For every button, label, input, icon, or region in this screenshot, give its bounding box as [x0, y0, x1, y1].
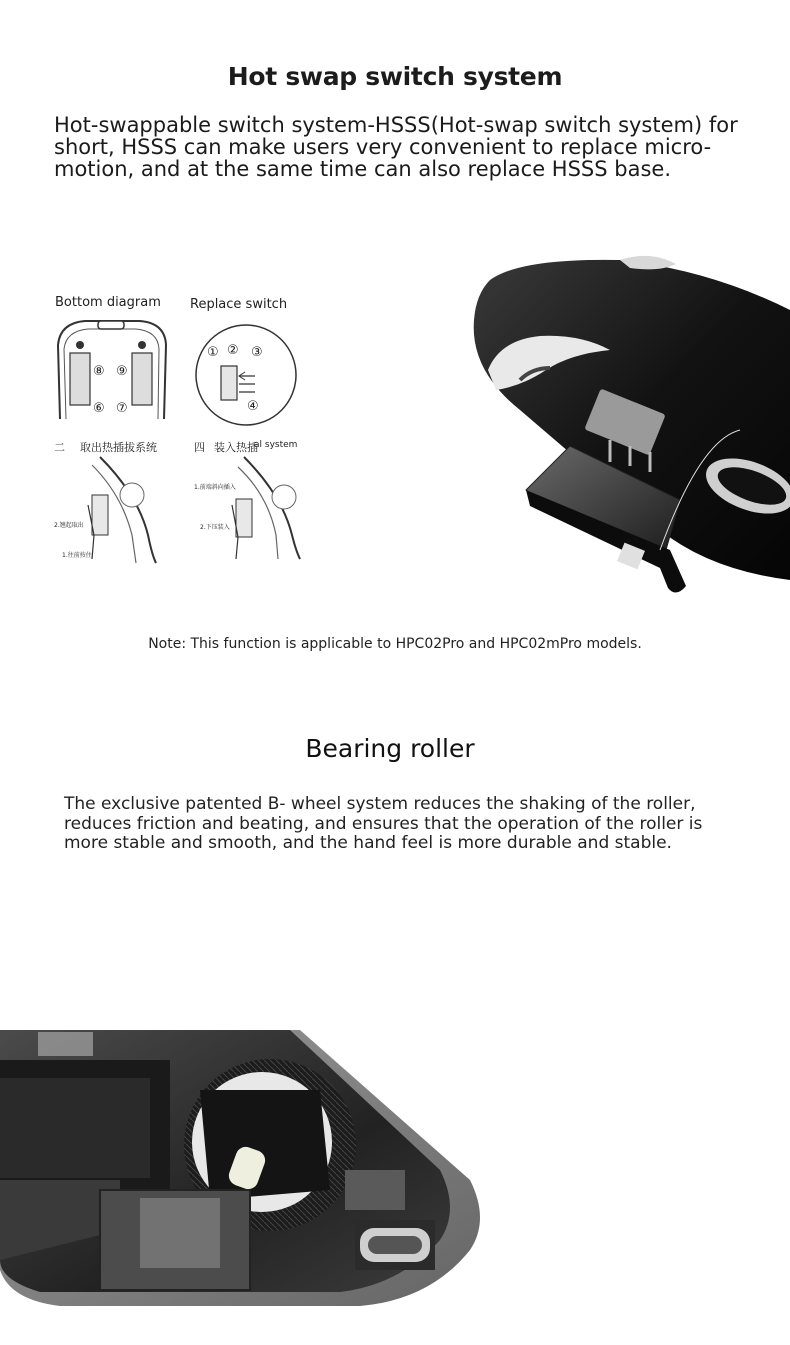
- circle-number-6: ⑥: [93, 401, 105, 416]
- section-title-bearing-roller: Bearing roller: [305, 734, 475, 763]
- step2-number: 二: [54, 441, 65, 454]
- step4-note-2: 2.下压装入: [200, 524, 230, 531]
- install-system-illustration: [192, 455, 310, 565]
- bottom-diagram-label: Bottom diagram: [55, 295, 161, 310]
- step2-note-1: 2.翘起取出: [54, 522, 84, 529]
- replace-switch-illustration: [193, 322, 299, 428]
- step2-label: 取出热插拔系统: [80, 441, 157, 454]
- replace-switch-label: Replace switch: [190, 297, 288, 312]
- remove-system-illustration: [52, 455, 164, 565]
- compatibility-note: Note: This function is applicable to HPC02Pro and HPC02mPro models.: [148, 636, 642, 652]
- replace-number-2: ②: [227, 343, 239, 358]
- replace-number-1: ①: [207, 345, 219, 360]
- step4-label: 装入热插: [214, 441, 258, 454]
- step4-number: 四: [194, 441, 205, 454]
- replace-number-3: ③: [251, 345, 263, 360]
- step2-note-2: 1.往前按住: [62, 552, 92, 559]
- bearing-roller-image: [0, 1030, 490, 1310]
- section-title-hot-swap: Hot swap switch system: [227, 62, 563, 91]
- replace-number-4: ④: [247, 399, 259, 414]
- bottom-diagram-illustration: [50, 315, 175, 420]
- circle-number-9: ⑨: [116, 364, 128, 379]
- section-description-bearing-roller: The exclusive patented B- wheel system reduces the shaking of the roller, reduces friction and beating, and ensures that the operation of the roller is more stable and smooth, and the hand feel is more durable and stable.: [64, 794, 703, 853]
- circle-number-7: ⑦: [116, 401, 128, 416]
- step4-note-1: 1.前端斜向插入: [194, 484, 236, 491]
- section-description-hot-swap: Hot-swappable switch system-HSSS(Hot-swap switch system) for short, HSSS can make users very convenient to replace micro-motion, and at the same time can also replace HSSS base.: [54, 113, 738, 181]
- mouse-hot-swap-image: [460, 250, 790, 605]
- step4-label-en: al system: [254, 440, 298, 450]
- circle-number-8: ⑧: [93, 364, 105, 379]
